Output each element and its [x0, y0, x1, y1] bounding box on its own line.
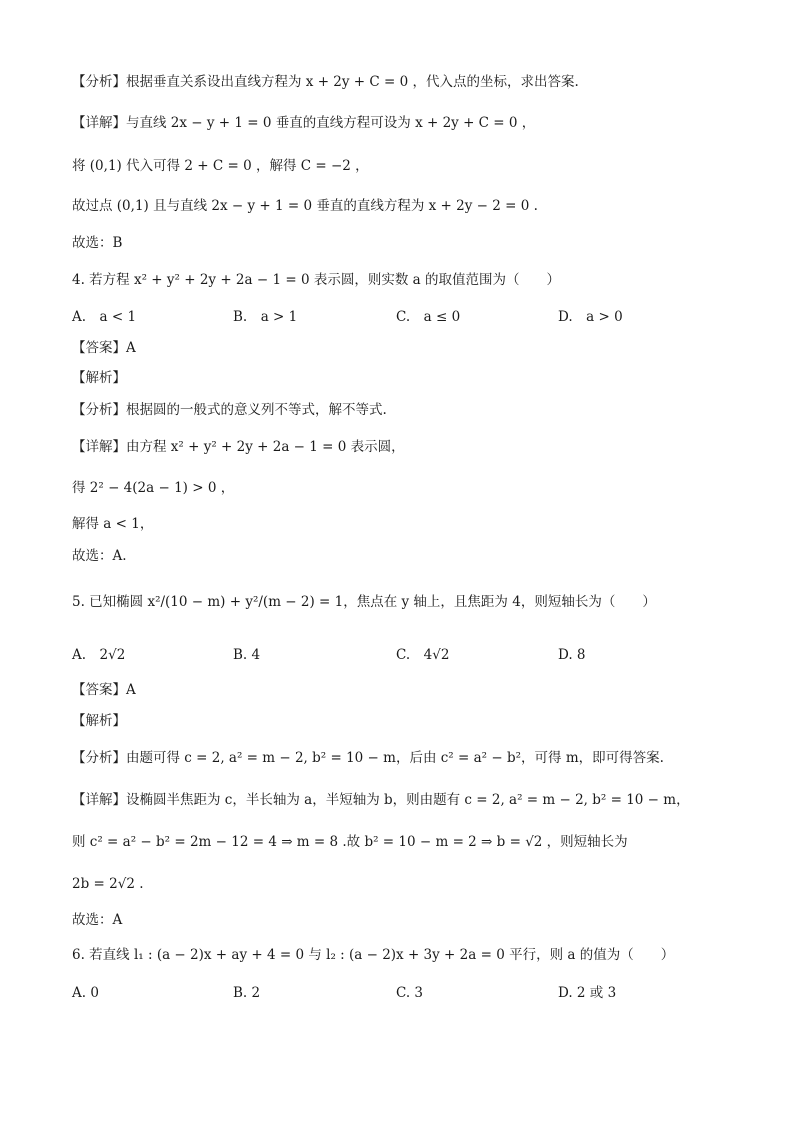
- q4-choice-result: 故选：A.: [72, 548, 127, 564]
- q6-choice-a: A. 0: [72, 985, 99, 1001]
- q4-choice-d: D. a > 0: [558, 309, 623, 325]
- q5-analysis: 【分析】由题可得 c = 2, a² = m − 2, b² = 10 − m，后由 c² = a² − b²，可得 m，即可得答案.: [72, 750, 664, 766]
- q6-choice-b: B. 2: [233, 985, 261, 1001]
- answer-choice-q3: 故选：B: [72, 235, 123, 251]
- question-5-stem: 5. 已知椭圆 x²/(10 − m) + y²/(m − 2) = 1，焦点在 y 轴上，且焦距为 4，则短轴长为（ ）: [72, 594, 656, 610]
- q5-detail-3: 2b = 2√2 .: [72, 876, 144, 892]
- q4-analysis: 【分析】根据圆的一般式的意义列不等式，解不等式.: [72, 402, 387, 418]
- question-4-stem: 4. 若方程 x² + y² + 2y + 2a − 1 = 0 表示圆，则实数 a 的取值范围为（ ）: [72, 272, 560, 288]
- q5-detail-1: 【详解】设椭圆半焦距为 c，半长轴为 a，半短轴为 b，则由题有 c = 2, a² = m − 2, b² = 10 − m，: [72, 792, 690, 808]
- q5-detail-2: 则 c² = a² − b² = 2m − 12 = 4 ⇒ m = 8 .故 b² = 10 − m = 2 ⇒ b = √2 ，则短轴长为: [72, 834, 628, 850]
- q4-choice-b: B. a > 1: [233, 309, 298, 325]
- q5-choice-c: C. 4√2: [396, 647, 450, 663]
- q5-choice-b: B. 4: [233, 647, 261, 663]
- q4-answer: 【答案】A: [72, 340, 136, 356]
- q4-explanation-heading: 【解析】: [72, 370, 126, 386]
- q4-detail-2: 得 2² − 4(2a − 1) > 0 ，: [72, 480, 235, 496]
- q5-explanation-heading: 【解析】: [72, 713, 126, 729]
- q5-choice-result: 故选：A: [72, 912, 123, 928]
- q6-choice-d: D. 2 或 3: [558, 985, 617, 1001]
- question-6-stem: 6. 若直线 l₁ : (a − 2)x + ay + 4 = 0 与 l₂ : (a − 2)x + 3y + 2a = 0 平行，则 a 的值为（ ）: [72, 947, 675, 963]
- q4-choice-a: A. a < 1: [72, 309, 137, 325]
- detail-line-q3-2: 将 (0,1) 代入可得 2 + C = 0 ，解得 C = −2 ，: [72, 158, 369, 174]
- q5-choice-d: D. 8: [558, 647, 586, 663]
- q5-answer: 【答案】A: [72, 682, 136, 698]
- q6-choice-c: C. 3: [396, 985, 424, 1001]
- q4-choice-c: C. a ≤ 0: [396, 309, 461, 325]
- detail-line-q3-3: 故过点 (0,1) 且与直线 2x − y + 1 = 0 垂直的直线方程为 x + 2y − 2 = 0 .: [72, 198, 538, 214]
- q5-choice-a: A. 2√2: [72, 647, 126, 663]
- q4-detail-1: 【详解】由方程 x² + y² + 2y + 2a − 1 = 0 表示圆，: [72, 439, 405, 455]
- q4-detail-3: 解得 a < 1，: [72, 516, 154, 532]
- detail-line-q3-1: 【详解】与直线 2x − y + 1 = 0 垂直的直线方程可设为 x + 2y + C = 0 ，: [72, 115, 536, 131]
- analysis-line-q3: 【分析】根据垂直关系设出直线方程为 x + 2y + C = 0 ，代入点的坐标，求出答案.: [72, 74, 579, 90]
